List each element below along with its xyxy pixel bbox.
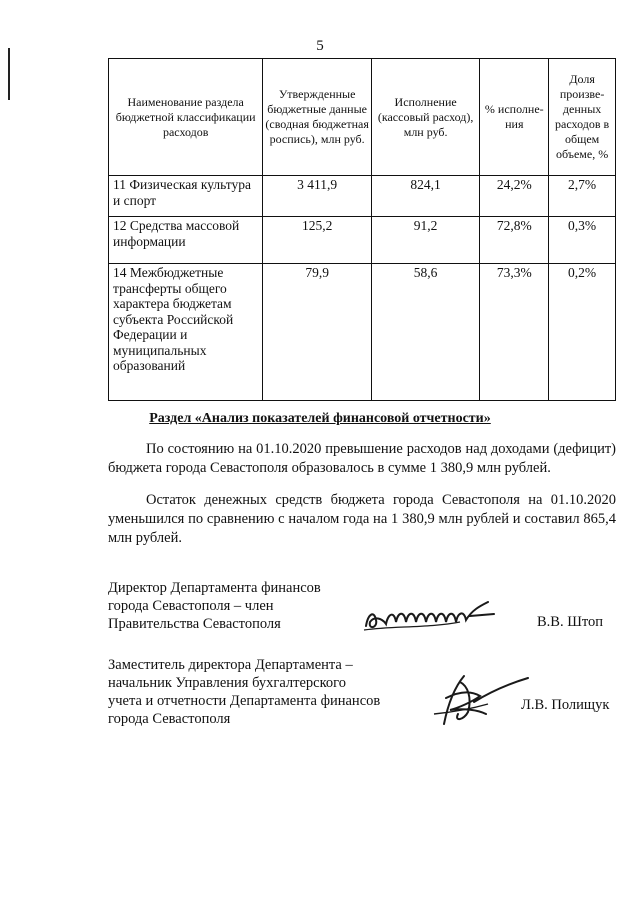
- section-title: Раздел «Анализ показателей финансовой отчетности»: [149, 411, 491, 426]
- paragraph-deficit: По состоянию на 01.10.2020 превышение расходов над доходами (дефицит) бюджета города Севастополя образовалось в сумме 1 380,9 млн рублей.: [108, 441, 616, 476]
- signatory-title-2: [108, 656, 380, 728]
- table-row: [109, 264, 616, 401]
- row-pct: 73,3%: [480, 264, 549, 401]
- signature-shtop: [360, 596, 500, 636]
- title-line: учета и отчетности Департамента финансов: [108, 693, 381, 709]
- row-exec: 58,6: [371, 264, 479, 401]
- signatory-name-1: В.В. Штоп: [537, 614, 604, 630]
- header-execution-percent: % исполне-ния: [480, 59, 549, 176]
- table-header-row: [109, 59, 616, 176]
- signatory-name-2: Л.В. Полищук: [521, 697, 610, 713]
- header-execution: Исполнение (кассовый расход), млн руб.: [371, 59, 479, 176]
- title-line: города Севастополя: [108, 711, 231, 727]
- row-pct: 24,2%: [480, 176, 549, 217]
- row-plan: 3 411,9: [263, 176, 371, 217]
- title-line: Заместитель директора Департамента –: [108, 657, 353, 673]
- row-name: 11 Физическая культура и спорт: [109, 176, 263, 217]
- row-exec: 91,2: [371, 217, 479, 264]
- row-share: 0,2%: [549, 264, 616, 401]
- header-share: Доля произве-денных расходов в общем объеме, %: [549, 59, 616, 176]
- title-line: Директор Департамента финансов: [108, 580, 321, 596]
- title-line: Правительства Севастополя: [108, 616, 281, 632]
- table-row: [109, 176, 616, 217]
- header-approved-data: Утвержденные бюджетные данные (сводная бюджетная роспись), млн руб.: [263, 59, 371, 176]
- signatory-title-1: [108, 579, 321, 633]
- row-plan: 79,9: [263, 264, 371, 401]
- row-share: 0,3%: [549, 217, 616, 264]
- row-exec: 824,1: [371, 176, 479, 217]
- row-name: 14 Межбюджетные трансферты общего характера бюджетам субъекта Российской Федерации и муниципальных образований: [109, 264, 263, 401]
- row-share: 2,7%: [549, 176, 616, 217]
- header-section-name: Наименование раздела бюджетной классификации расходов: [109, 59, 263, 176]
- signature-polishchuk: [424, 668, 534, 732]
- title-line: начальник Управления бухгалтерского: [108, 675, 347, 691]
- table-row: [109, 217, 616, 264]
- margin-mark: [8, 48, 10, 100]
- budget-table: [108, 58, 616, 401]
- page-number: 5: [316, 38, 324, 54]
- paragraph-balance: Остаток денежных средств бюджета города Севастополя на 01.10.2020 уменьшился по сравнению с началом года на 1 380,9 млн рублей и составил 865,4 млн рублей.: [108, 492, 616, 546]
- row-plan: 125,2: [263, 217, 371, 264]
- row-pct: 72,8%: [480, 217, 549, 264]
- title-line: города Севастополя – член: [108, 598, 274, 614]
- row-name: 12 Средства массовой информации: [109, 217, 263, 264]
